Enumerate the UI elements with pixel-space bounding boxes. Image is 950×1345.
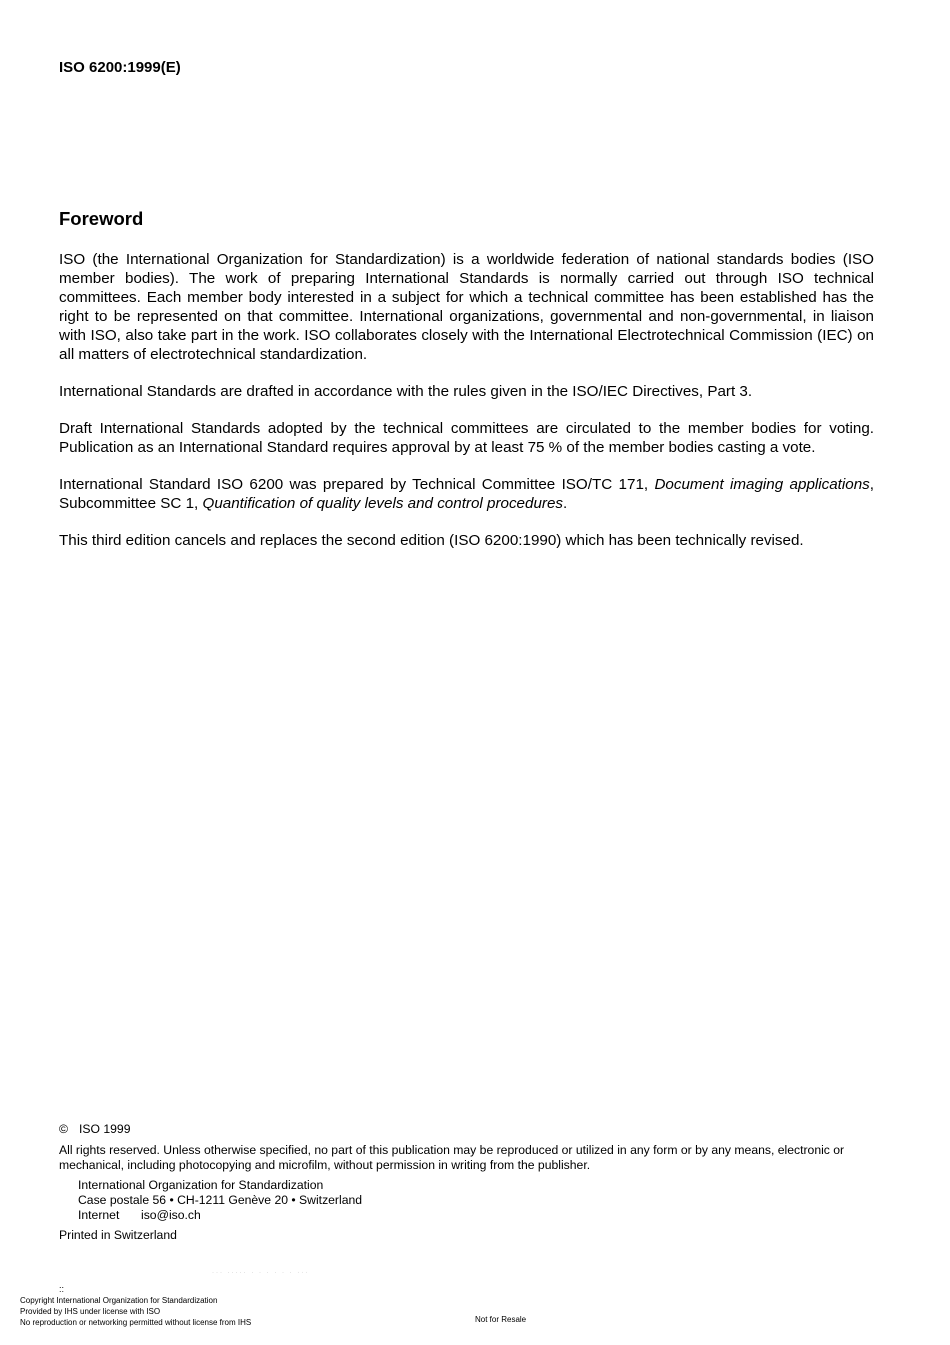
postal-address: Case postale 56 • CH-1211 Genève 20 • Switzerland — [78, 1193, 363, 1207]
copyright-year: ISO 1999 — [79, 1122, 131, 1136]
printed-in: Printed in Switzerland — [59, 1228, 177, 1242]
copyright-symbol: © — [59, 1122, 68, 1136]
publisher-name: International Organization for Standardization — [78, 1178, 324, 1192]
foreword-paragraph-1: ISO (the International Organization for Standardization) is a worldwide federation of national standards bodies (ISO member bodies). The work of preparing International Standards is normally carried out through ISO technical committees. Each member body interested in a subject for which a technical committee has been established has the right to be represented on that committee. International organizations, governmental and non-governmental, in liaison with ISO, also take part in the work. ISO collaborates closely with the International Electrotechnical Commission (IEC) on all matters of electrotechnical standardization. — [59, 251, 874, 363]
faint-scan-mark: ··· ····· · · · · · · ··· — [212, 1270, 310, 1276]
foreword-heading: Foreword — [59, 208, 144, 229]
not-for-resale: Not for Resale — [475, 1315, 527, 1324]
publisher-address — [59, 1178, 875, 1223]
copyright-block — [59, 1122, 875, 1243]
paragraph-4-text-e: . — [563, 495, 568, 512]
footer-copyright-line: Copyright International Organization for Standardization — [20, 1296, 218, 1305]
copyright-line — [59, 1122, 875, 1137]
internet-line — [78, 1208, 875, 1223]
committee-title: Document imaging applications — [654, 476, 870, 493]
internet-address: iso@iso.ch — [141, 1208, 201, 1222]
document-id: ISO 6200:1999(E) — [59, 59, 181, 76]
rights-statement: All rights reserved. Unless otherwise specified, no part of this publication may be reproduced or utilized in any form or by any means, electronic or mechanical, including photocopying and microfilm, without permission in writing from the publisher. — [59, 1143, 845, 1172]
paragraph-4-text-a: International Standard ISO 6200 was prepared by Technical Committee ISO/TC 171, — [59, 476, 655, 493]
subcommittee-title: Quantification of quality levels and control procedures — [202, 495, 563, 512]
footer-reproduction-line: No reproduction or networking permitted without license from IHS — [20, 1318, 252, 1327]
dot-mark: :: — [59, 1284, 65, 1294]
foreword-paragraph-3: Draft International Standards adopted by the technical committees are circulated to the member bodies for voting. Publication as an International Standard requires approval by at least 75 % of the member bodies casting a vote. — [59, 420, 874, 456]
paragraph-4-text-c: , Subcommittee SC 1, — [59, 476, 874, 512]
foreword-paragraph-2: International Standards are drafted in accordance with the rules given in the ISO/IEC Directives, Part 3. — [59, 383, 753, 400]
foreword-paragraph-5: This third edition cancels and replaces the second edition (ISO 6200:1990) which has been technically revised. — [59, 532, 804, 549]
foreword-paragraph-4 — [59, 475, 874, 513]
foreword-body — [59, 250, 874, 568]
internet-label: Internet — [78, 1208, 120, 1222]
footer-provider-line: Provided by IHS under license with ISO — [20, 1307, 161, 1316]
license-footer — [20, 1295, 251, 1328]
